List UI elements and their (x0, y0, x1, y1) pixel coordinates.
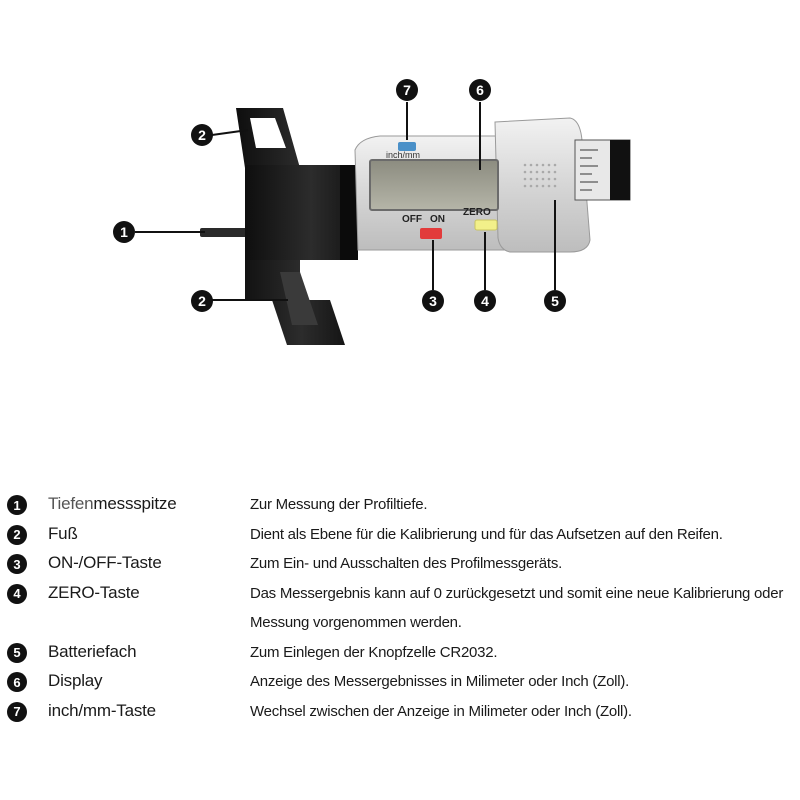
legend-description: Zum Ein- und Ausschalten des Profilmessgeräts. (250, 555, 562, 572)
legend-term: Fuß (48, 523, 78, 543)
zero-button (475, 220, 497, 230)
legend-term: inch/mm-Taste (48, 700, 156, 720)
legend-row (0, 550, 800, 580)
callout-4: 4 (474, 290, 496, 312)
off-label: OFF (402, 214, 422, 225)
legend-row (0, 521, 800, 551)
legend-number: 5 (7, 643, 27, 663)
callout-3: 3 (422, 290, 444, 312)
legend-term: Batteriefach (48, 641, 137, 661)
legend-description: Zum Einlegen der Knopfzelle CR2032. (250, 643, 498, 661)
legend-number: 7 (7, 702, 27, 722)
on-off-button (420, 228, 442, 239)
legend-description: Zur Messung der Profiltiefe. (250, 496, 428, 513)
legend-description: Dient als Ebene für die Kalibrierung und für das Aufsetzen auf den Reifen. (250, 525, 723, 543)
parts-legend (0, 491, 800, 727)
callout-2-top: 2 (191, 124, 213, 146)
legend-number: 1 (7, 495, 27, 515)
legend-row (0, 639, 800, 669)
legend-row (0, 668, 800, 698)
legend-number: 2 (7, 525, 27, 545)
legend-term: ON-/OFF-Taste (48, 553, 162, 572)
legend-number: 6 (7, 672, 27, 692)
lcd-display (370, 160, 498, 210)
zero-label: ZERO (463, 207, 491, 218)
callout-1: 1 (113, 221, 135, 243)
legend-number: 3 (7, 554, 27, 574)
legend-number: 4 (7, 584, 27, 604)
legend-term: ZERO-Taste (48, 582, 140, 602)
legend-row (0, 580, 800, 639)
inch-mm-label: inch/mm (386, 150, 421, 160)
callout-6: 6 (469, 79, 491, 101)
legend-row (0, 698, 800, 728)
legend-row (0, 491, 800, 521)
legend-term: Display (48, 671, 103, 690)
callout-7: 7 (396, 79, 418, 101)
on-label: ON (430, 214, 445, 225)
legend-description: Wechsel zwischen der Anzeige in Milimeter oder Inch (Zoll). (250, 702, 632, 720)
callout-2-bottom: 2 (191, 290, 213, 312)
legend-term: Tiefenmessspitze (48, 494, 177, 513)
legend-description: Anzeige des Messergebnisses in Milimeter oder Inch (Zoll). (250, 673, 629, 690)
callout-5: 5 (544, 290, 566, 312)
legend-description: Das Messergebnis kann auf 0 zurückgesetzt und somit eine neue Kalibrierung oder Messung vorgenommen werden. (250, 584, 784, 631)
